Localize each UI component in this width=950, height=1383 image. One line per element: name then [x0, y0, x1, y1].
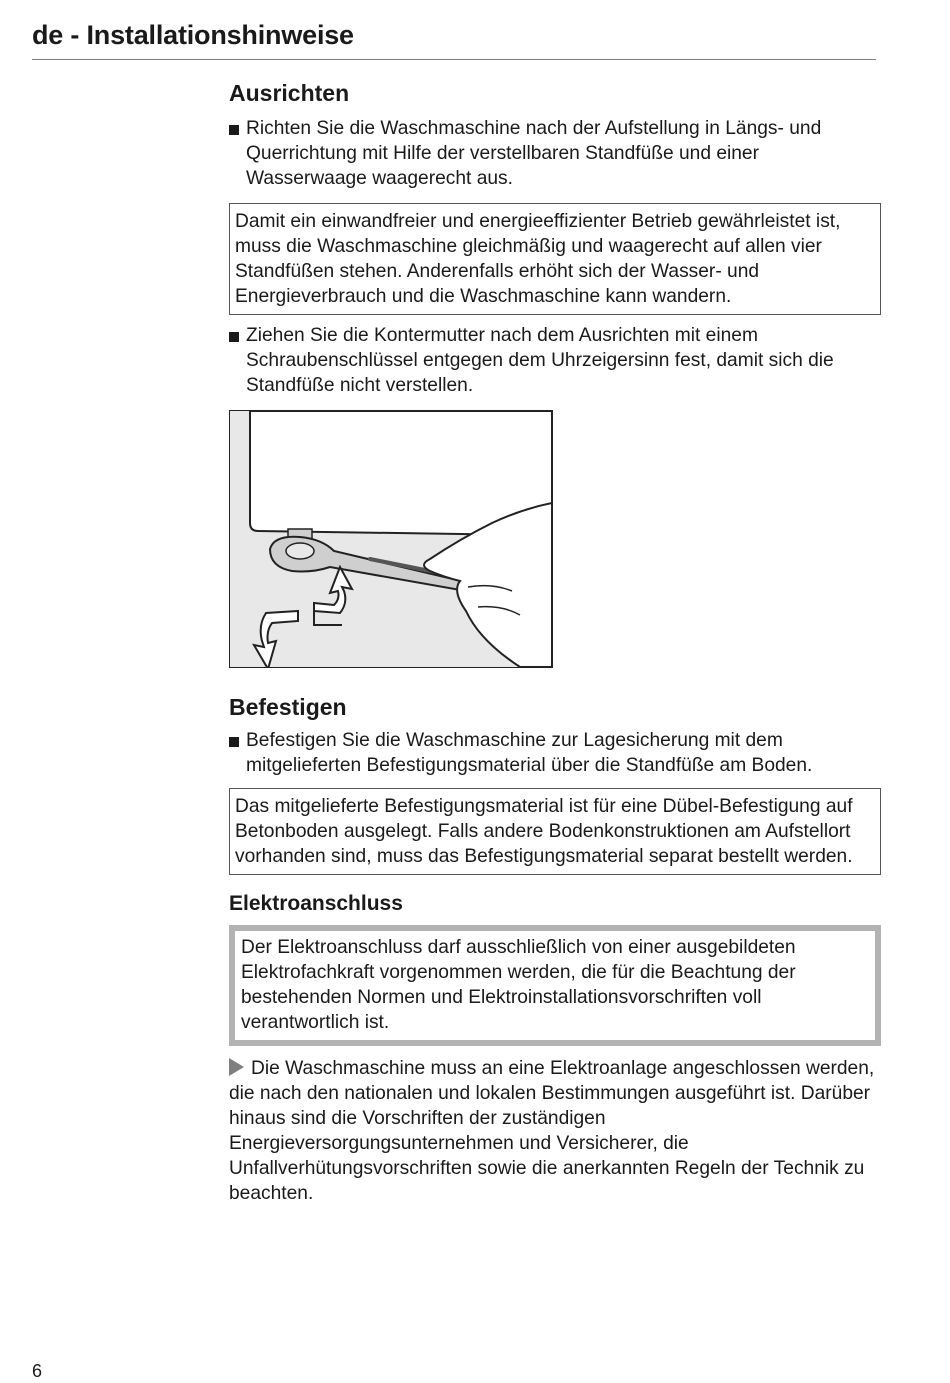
bullet-text: Richten Sie die Waschmaschine nach der Aufstellung in Längs- und Querrichtung mit Hilfe der verstellbaren Standfüße und einer Wasserwaage waagerecht aus.: [246, 118, 822, 189]
header-divider: [32, 59, 876, 60]
wrench-tightening-icon: [230, 411, 552, 667]
triangle-arrow-icon: [229, 1058, 244, 1076]
bullet-square-icon: [229, 737, 239, 747]
note-text: Damit ein einwandfreier und energieeffizienter Betrieb gewährleistet ist, muss die Waschmaschine gleichmäßig und waagerecht auf allen vier Standfüßen stehen. Anderenfalls erhöht sich der Wasser- und Energieverbrauch und die Waschmaschine kann wandern.: [235, 211, 841, 307]
bullet-ausrichten-1: [229, 116, 881, 191]
bullet-befestigen-1: [229, 728, 881, 778]
bullet-square-icon: [229, 125, 239, 135]
wrench-illustration: [229, 410, 553, 668]
warning-text: Der Elektroanschluss darf ausschließlich von einer ausgebildeten Elektrofachkraft vorgenommen werden, die für die Beachtung der bestehenden Normen und Elektroinstallationsvorschriften voll verantwortlich ist.: [241, 937, 796, 1033]
bullet-square-icon: [229, 332, 239, 342]
note-box-befestigen: [229, 788, 881, 875]
bullet-text: Befestigen Sie die Waschmaschine zur Lagesicherung mit dem mitgelieferten Befestigungsmaterial über die Standfüße am Boden.: [246, 730, 813, 776]
heading-elektroanschluss: Elektroanschluss: [229, 892, 403, 915]
heading-ausrichten: Ausrichten: [229, 80, 350, 106]
warning-box-elektro: [229, 925, 881, 1046]
instruction-elektro: [229, 1056, 881, 1206]
page-title: de - Installationshinweise: [32, 20, 354, 50]
note-text: Das mitgelieferte Befestigungsmaterial ist für eine Dübel-Befestigung auf Betonboden ausgelegt. Falls andere Bodenkonstruktionen am Aufstellort vorhanden sind, muss das Befestigungsmaterial separat bestellt werden.: [235, 796, 853, 867]
main-content: [229, 78, 881, 1206]
note-box-ausrichten: [229, 203, 881, 315]
page-number: 6: [32, 1361, 43, 1381]
instruction-text: Die Waschmaschine muss an eine Elektroanlage angeschlossen werden, die nach den nationalen und lokalen Bestimmungen ausgeführt ist. Darüber hinaus sind die Vorschriften der zuständigen Energieversorgungsunternehmen und Versicherer, die Unfallverhütungsvorschriften sowie die anerkannten Regeln der Technik zu beachten.: [229, 1058, 875, 1204]
bullet-ausrichten-2: [229, 323, 881, 398]
bullet-text: Ziehen Sie die Kontermutter nach dem Ausrichten mit einem Schraubenschlüssel entgegen dem Uhrzeigersinn fest, damit sich die Standfüße nicht verstellen.: [246, 325, 834, 396]
heading-befestigen: Befestigen: [229, 694, 347, 720]
